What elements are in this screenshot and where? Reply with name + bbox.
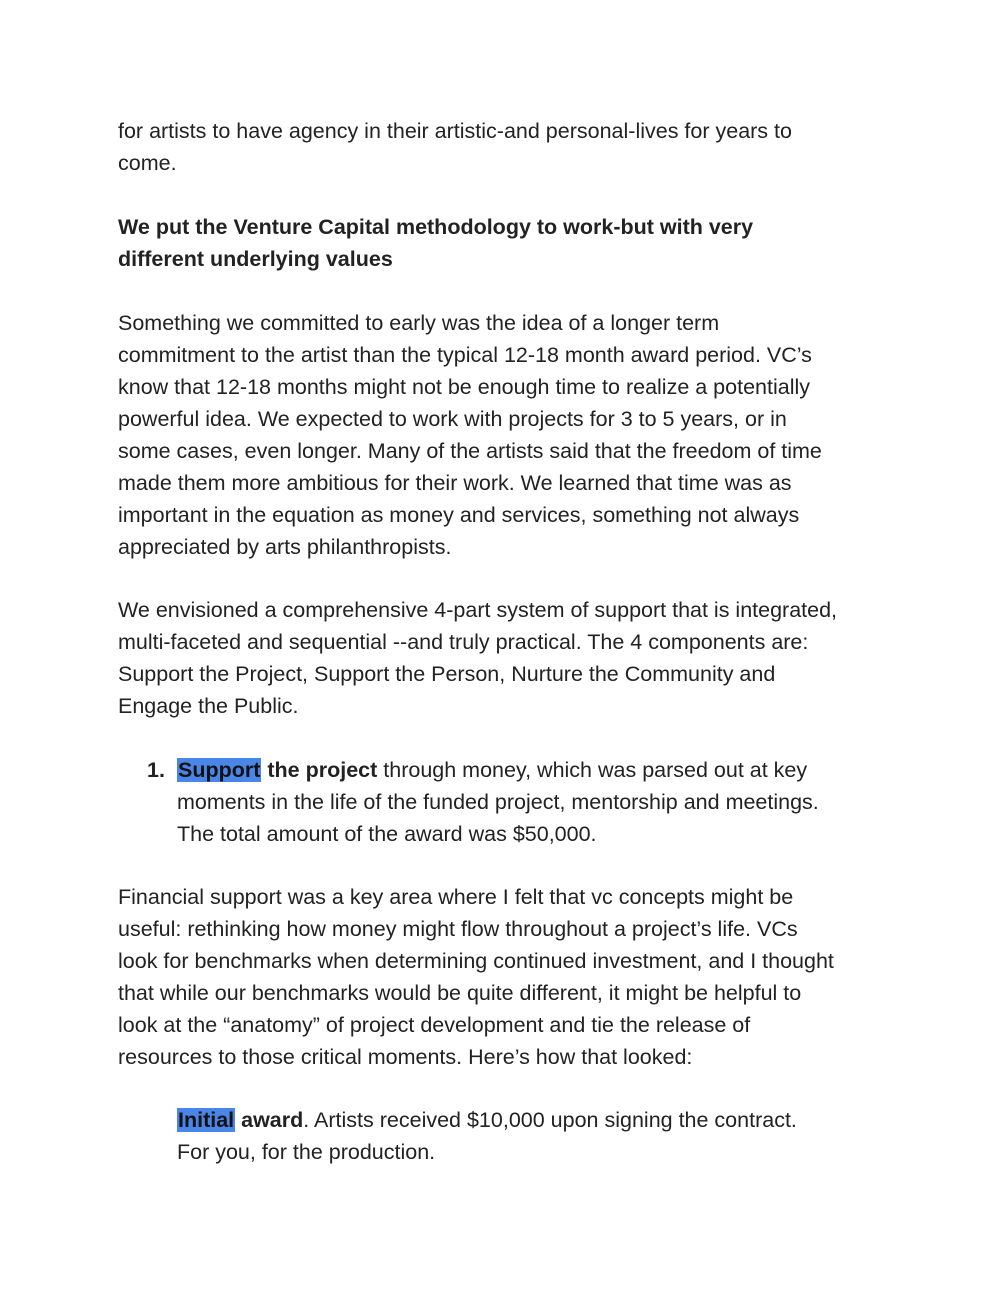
- text-line: resources to those critical moments. Here’s how that looked:: [118, 1045, 693, 1069]
- text-line: multi-faceted and sequential --and truly practical. The 4 components are:: [118, 630, 809, 654]
- text-line: For you, for the production.: [177, 1140, 436, 1164]
- text-line: look at the “anatomy” of project development and tie the release of: [118, 1013, 751, 1037]
- text-line: Support the Project, Support the Person, Nurture the Community and: [118, 662, 776, 686]
- text-line: made them more ambitious for their work. We learned that time was as: [118, 471, 792, 495]
- text-line: some cases, even longer. Many of the artists said that the freedom of time: [118, 439, 822, 463]
- paragraph-time-commitment: [118, 307, 898, 563]
- list-number: 1.: [147, 758, 165, 782]
- text-line: for artists to have agency in their artistic-and personal-lives for years to: [118, 119, 792, 143]
- paragraph-four-part-system: [118, 594, 898, 722]
- text-line: We envisioned a comprehensive 4-part system of support that is integrated,: [118, 598, 838, 622]
- bold-phrase: the project: [261, 758, 378, 782]
- text-line: powerful idea. We expected to work with projects for 3 to 5 years, or in: [118, 407, 787, 431]
- text-line: important in the equation as money and services, something not always: [118, 503, 800, 527]
- text-line: look for benchmarks when determining continued investment, and I thought: [118, 949, 834, 973]
- text-line: appreciated by arts philanthropists.: [118, 535, 452, 559]
- heading-line: We put the Venture Capital methodology to work-but with very: [118, 215, 754, 239]
- text-line: Financial support was a key area where I felt that vc concepts might be: [118, 885, 794, 909]
- text-fragment: . Artists received $10,000 upon signing the contract.: [303, 1108, 797, 1132]
- text-line: Engage the Public.: [118, 694, 299, 718]
- list-item-first-line: [177, 754, 897, 786]
- text-line: useful: rethinking how money might flow throughout a project’s life. VCs: [118, 917, 798, 941]
- text-line: The total amount of the award was $50,000.: [177, 822, 597, 846]
- text-line: come.: [118, 151, 177, 175]
- highlighted-word: Support: [178, 758, 261, 782]
- heading-line: different underlying values: [118, 247, 393, 271]
- text-line: moments in the life of the funded project, mentorship and meetings.: [177, 790, 819, 814]
- text-line: commitment to the artist than the typical 12-18 month award period. VC’s: [118, 343, 812, 367]
- initial-award-first-line: [177, 1104, 897, 1136]
- bold-phrase: award: [235, 1108, 304, 1132]
- list-item-support-project: [177, 754, 897, 850]
- paragraph-financial-support: [118, 881, 898, 1073]
- initial-award-paragraph: [177, 1104, 897, 1168]
- section-heading: [118, 211, 898, 275]
- text-line: that while our benchmarks would be quite different, it might be helpful to: [118, 981, 802, 1005]
- text-line: know that 12-18 months might not be enough time to realize a potentially: [118, 375, 810, 399]
- highlighted-word: Initial: [178, 1108, 235, 1132]
- text-fragment: through money, which was parsed out at key: [377, 758, 808, 782]
- continuation-paragraph: [118, 115, 898, 179]
- text-line: Something we committed to early was the idea of a longer term: [118, 311, 720, 335]
